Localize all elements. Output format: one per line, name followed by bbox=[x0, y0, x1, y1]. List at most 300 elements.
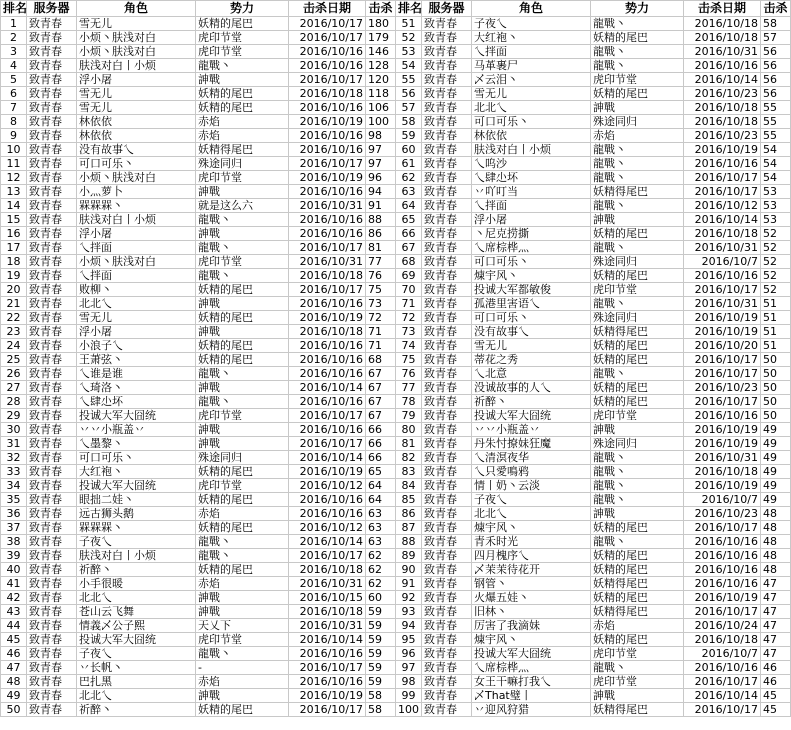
cell-faction[interactable]: 妖精的尾巴 bbox=[591, 269, 684, 283]
cell-kill-date[interactable]: 2016/10/16 bbox=[684, 59, 761, 73]
cell-faction[interactable]: 赤焰 bbox=[196, 129, 289, 143]
cell-rank[interactable]: 32 bbox=[1, 451, 27, 465]
cell-kill-date[interactable]: 2016/10/16 bbox=[684, 577, 761, 591]
cell-role[interactable]: 乀拌面 bbox=[472, 199, 591, 213]
header-role[interactable]: 角色 bbox=[77, 1, 196, 17]
cell-faction[interactable]: 妖精的尾巴 bbox=[591, 549, 684, 563]
cell-server[interactable]: 致青春 bbox=[422, 479, 472, 493]
cell-rank[interactable]: 93 bbox=[396, 605, 422, 619]
cell-server[interactable]: 致青春 bbox=[422, 675, 472, 689]
cell-rank[interactable]: 37 bbox=[1, 521, 27, 535]
cell-server[interactable]: 致青春 bbox=[422, 689, 472, 703]
cell-faction[interactable]: 天乂下 bbox=[196, 619, 289, 633]
cell-role[interactable]: 情義乄公子熙 bbox=[77, 619, 196, 633]
cell-server[interactable]: 致青春 bbox=[422, 143, 472, 157]
cell-kill-date[interactable]: 2016/10/17 bbox=[684, 283, 761, 297]
cell-role[interactable]: 孤港里害语乀 bbox=[472, 297, 591, 311]
cell-faction[interactable]: 虎印节堂 bbox=[591, 647, 684, 661]
cell-kills[interactable]: 59 bbox=[366, 605, 396, 619]
cell-rank[interactable]: 51 bbox=[396, 17, 422, 31]
cell-role[interactable]: 乀只愛鳴鸦 bbox=[472, 465, 591, 479]
cell-role[interactable]: 北北乀 bbox=[77, 689, 196, 703]
cell-kills[interactable]: 50 bbox=[761, 353, 791, 367]
cell-kills[interactable]: 57 bbox=[761, 31, 791, 45]
cell-rank[interactable]: 46 bbox=[1, 647, 27, 661]
cell-kill-date[interactable]: 2016/10/7 bbox=[684, 493, 761, 507]
cell-server[interactable]: 致青春 bbox=[27, 31, 77, 45]
cell-rank[interactable]: 63 bbox=[396, 185, 422, 199]
cell-server[interactable]: 致青春 bbox=[422, 241, 472, 255]
cell-faction[interactable]: 赤焰 bbox=[591, 619, 684, 633]
cell-faction[interactable]: 訷戰 bbox=[591, 423, 684, 437]
cell-rank[interactable]: 35 bbox=[1, 493, 27, 507]
cell-kills[interactable]: 51 bbox=[761, 311, 791, 325]
cell-kill-date[interactable]: 2016/10/17 bbox=[289, 661, 366, 675]
cell-kills[interactable]: 56 bbox=[761, 73, 791, 87]
cell-role[interactable]: 肤浅对白丨小烦 bbox=[77, 549, 196, 563]
cell-kills[interactable]: 88 bbox=[366, 213, 396, 227]
cell-role[interactable]: 子夜乀 bbox=[77, 647, 196, 661]
cell-kill-date[interactable]: 2016/10/16 bbox=[684, 535, 761, 549]
cell-kills[interactable]: 49 bbox=[761, 423, 791, 437]
cell-role[interactable]: 乀谁是谁 bbox=[77, 367, 196, 381]
cell-kill-date[interactable]: 2016/10/31 bbox=[289, 199, 366, 213]
cell-rank[interactable]: 97 bbox=[396, 661, 422, 675]
cell-kills[interactable]: 67 bbox=[366, 367, 396, 381]
cell-kills[interactable]: 81 bbox=[366, 241, 396, 255]
cell-kill-date[interactable]: 2016/10/16 bbox=[289, 367, 366, 381]
cell-role[interactable]: 可口可乐丶 bbox=[77, 451, 196, 465]
cell-rank[interactable]: 88 bbox=[396, 535, 422, 549]
cell-kill-date[interactable]: 2016/10/16 bbox=[289, 423, 366, 437]
cell-rank[interactable]: 98 bbox=[396, 675, 422, 689]
cell-role[interactable]: 丷迎风狩猎 bbox=[472, 703, 591, 717]
cell-faction[interactable]: 虎印节堂 bbox=[196, 633, 289, 647]
cell-rank[interactable]: 1 bbox=[1, 17, 27, 31]
cell-kill-date[interactable]: 2016/10/18 bbox=[289, 325, 366, 339]
cell-rank[interactable]: 68 bbox=[396, 255, 422, 269]
cell-rank[interactable]: 55 bbox=[396, 73, 422, 87]
cell-server[interactable]: 致青春 bbox=[422, 297, 472, 311]
cell-role[interactable]: 小烦丶肤浅对白 bbox=[77, 171, 196, 185]
cell-rank[interactable]: 45 bbox=[1, 633, 27, 647]
cell-faction[interactable]: 妖精得尾巴 bbox=[591, 577, 684, 591]
cell-server[interactable]: 致青春 bbox=[27, 423, 77, 437]
cell-faction[interactable]: 虎印节堂 bbox=[591, 409, 684, 423]
cell-kills[interactable]: 51 bbox=[761, 297, 791, 311]
cell-kills[interactable]: 58 bbox=[366, 703, 396, 717]
cell-faction[interactable]: 赤焰 bbox=[591, 129, 684, 143]
cell-role[interactable]: 没诚故事的人乀 bbox=[472, 381, 591, 395]
cell-faction[interactable]: 訷戰 bbox=[196, 325, 289, 339]
cell-rank[interactable]: 81 bbox=[396, 437, 422, 451]
cell-kill-date[interactable]: 2016/10/17 bbox=[684, 367, 761, 381]
cell-kill-date[interactable]: 2016/10/17 bbox=[684, 521, 761, 535]
cell-rank[interactable]: 4 bbox=[1, 59, 27, 73]
cell-rank[interactable]: 62 bbox=[396, 171, 422, 185]
cell-kills[interactable]: 47 bbox=[761, 605, 791, 619]
cell-faction[interactable]: 妖精的尾巴 bbox=[591, 381, 684, 395]
cell-kill-date[interactable]: 2016/10/16 bbox=[289, 353, 366, 367]
cell-kill-date[interactable]: 2016/10/16 bbox=[684, 563, 761, 577]
cell-server[interactable]: 致青春 bbox=[27, 185, 77, 199]
cell-rank[interactable]: 17 bbox=[1, 241, 27, 255]
cell-rank[interactable]: 96 bbox=[396, 647, 422, 661]
cell-server[interactable]: 致青春 bbox=[27, 255, 77, 269]
cell-role[interactable]: 旧林丶 bbox=[472, 605, 591, 619]
cell-kill-date[interactable]: 2016/10/16 bbox=[684, 269, 761, 283]
cell-rank[interactable]: 27 bbox=[1, 381, 27, 395]
cell-kills[interactable]: 58 bbox=[761, 17, 791, 31]
cell-kills[interactable]: 52 bbox=[761, 255, 791, 269]
cell-role[interactable]: 投诚大军大囧统 bbox=[472, 409, 591, 423]
cell-kill-date[interactable]: 2016/10/19 bbox=[684, 591, 761, 605]
cell-role[interactable]: 林依依 bbox=[472, 129, 591, 143]
cell-rank[interactable]: 22 bbox=[1, 311, 27, 325]
cell-kill-date[interactable]: 2016/10/14 bbox=[684, 73, 761, 87]
cell-faction[interactable]: 龍戰丶 bbox=[196, 395, 289, 409]
cell-faction[interactable]: 妖精得尾巴 bbox=[591, 605, 684, 619]
cell-faction[interactable]: 殊途同归 bbox=[591, 115, 684, 129]
cell-kill-date[interactable]: 2016/10/17 bbox=[684, 353, 761, 367]
cell-faction[interactable]: 龍戰丶 bbox=[591, 661, 684, 675]
cell-server[interactable]: 致青春 bbox=[27, 479, 77, 493]
cell-kills[interactable]: 55 bbox=[761, 129, 791, 143]
cell-rank[interactable]: 49 bbox=[1, 689, 27, 703]
cell-rank[interactable]: 20 bbox=[1, 283, 27, 297]
cell-role[interactable]: 投诚大军都敏俊 bbox=[472, 283, 591, 297]
cell-rank[interactable]: 85 bbox=[396, 493, 422, 507]
cell-rank[interactable]: 59 bbox=[396, 129, 422, 143]
cell-faction[interactable]: 妖精的尾巴 bbox=[591, 633, 684, 647]
cell-server[interactable]: 致青春 bbox=[27, 297, 77, 311]
cell-kill-date[interactable]: 2016/10/17 bbox=[289, 409, 366, 423]
cell-server[interactable]: 致青春 bbox=[27, 549, 77, 563]
cell-kills[interactable]: 46 bbox=[761, 675, 791, 689]
cell-kills[interactable]: 91 bbox=[366, 199, 396, 213]
cell-server[interactable]: 致青春 bbox=[27, 269, 77, 283]
cell-kill-date[interactable]: 2016/10/14 bbox=[289, 381, 366, 395]
cell-kills[interactable]: 48 bbox=[761, 563, 791, 577]
cell-rank[interactable]: 42 bbox=[1, 591, 27, 605]
cell-server[interactable]: 致青春 bbox=[27, 507, 77, 521]
cell-role[interactable]: 雪无儿 bbox=[77, 17, 196, 31]
cell-server[interactable]: 致青春 bbox=[422, 549, 472, 563]
cell-kill-date[interactable]: 2016/10/19 bbox=[289, 171, 366, 185]
cell-kill-date[interactable]: 2016/10/31 bbox=[289, 255, 366, 269]
cell-kill-date[interactable]: 2016/10/18 bbox=[684, 31, 761, 45]
cell-rank[interactable]: 3 bbox=[1, 45, 27, 59]
cell-rank[interactable]: 15 bbox=[1, 213, 27, 227]
cell-role[interactable]: 巴扎黑 bbox=[77, 675, 196, 689]
cell-faction[interactable]: 訷戰 bbox=[591, 689, 684, 703]
cell-kills[interactable]: 52 bbox=[761, 283, 791, 297]
cell-kill-date[interactable]: 2016/10/16 bbox=[289, 675, 366, 689]
cell-kill-date[interactable]: 2016/10/14 bbox=[684, 213, 761, 227]
cell-faction[interactable]: 龍戰丶 bbox=[591, 17, 684, 31]
header-server[interactable]: 服务器 bbox=[422, 1, 472, 17]
cell-kills[interactable]: 71 bbox=[366, 339, 396, 353]
cell-kills[interactable]: 47 bbox=[761, 633, 791, 647]
cell-kill-date[interactable]: 2016/10/18 bbox=[289, 563, 366, 577]
cell-server[interactable]: 致青春 bbox=[27, 143, 77, 157]
cell-role[interactable]: 投诚大军大囧统 bbox=[472, 647, 591, 661]
cell-rank[interactable]: 76 bbox=[396, 367, 422, 381]
cell-kills[interactable]: 54 bbox=[761, 143, 791, 157]
cell-rank[interactable]: 7 bbox=[1, 101, 27, 115]
cell-kills[interactable]: 65 bbox=[366, 465, 396, 479]
cell-rank[interactable]: 73 bbox=[396, 325, 422, 339]
cell-server[interactable]: 致青春 bbox=[422, 255, 472, 269]
cell-server[interactable]: 致青春 bbox=[27, 409, 77, 423]
cell-faction[interactable]: - bbox=[196, 661, 289, 675]
cell-faction[interactable]: 訷戰 bbox=[591, 213, 684, 227]
cell-server[interactable]: 致青春 bbox=[27, 661, 77, 675]
cell-kills[interactable]: 50 bbox=[761, 381, 791, 395]
cell-kills[interactable]: 50 bbox=[761, 367, 791, 381]
cell-kill-date[interactable]: 2016/10/18 bbox=[289, 269, 366, 283]
cell-kills[interactable]: 52 bbox=[761, 269, 791, 283]
cell-kill-date[interactable]: 2016/10/18 bbox=[684, 17, 761, 31]
cell-server[interactable]: 致青春 bbox=[422, 73, 472, 87]
cell-role[interactable]: 投诚大军大囧统 bbox=[77, 409, 196, 423]
cell-kill-date[interactable]: 2016/10/18 bbox=[684, 465, 761, 479]
cell-kill-date[interactable]: 2016/10/12 bbox=[289, 479, 366, 493]
cell-kills[interactable]: 94 bbox=[366, 185, 396, 199]
cell-role[interactable]: 北北乀 bbox=[472, 101, 591, 115]
cell-server[interactable]: 致青春 bbox=[422, 465, 472, 479]
cell-kills[interactable]: 63 bbox=[366, 521, 396, 535]
cell-kills[interactable]: 75 bbox=[366, 283, 396, 297]
cell-kills[interactable]: 96 bbox=[366, 171, 396, 185]
cell-role[interactable]: 祈醉丶 bbox=[77, 563, 196, 577]
cell-faction[interactable]: 訷戰 bbox=[591, 101, 684, 115]
cell-faction[interactable]: 龍戰丶 bbox=[591, 535, 684, 549]
cell-faction[interactable]: 龍戰丶 bbox=[591, 171, 684, 185]
cell-role[interactable]: 子夜乀 bbox=[472, 493, 591, 507]
cell-rank[interactable]: 61 bbox=[396, 157, 422, 171]
cell-rank[interactable]: 39 bbox=[1, 549, 27, 563]
cell-server[interactable]: 致青春 bbox=[422, 507, 472, 521]
cell-server[interactable]: 致青春 bbox=[422, 325, 472, 339]
cell-server[interactable]: 致青春 bbox=[27, 171, 77, 185]
cell-kills[interactable]: 86 bbox=[366, 227, 396, 241]
cell-server[interactable]: 致青春 bbox=[27, 241, 77, 255]
cell-role[interactable]: 没有故事乀 bbox=[77, 143, 196, 157]
cell-faction[interactable]: 妖精的尾巴 bbox=[196, 493, 289, 507]
header-kill-date[interactable]: 击杀日期 bbox=[684, 1, 761, 17]
cell-faction[interactable]: 虎印节堂 bbox=[196, 479, 289, 493]
cell-rank[interactable]: 86 bbox=[396, 507, 422, 521]
cell-faction[interactable]: 妖精的尾巴 bbox=[591, 353, 684, 367]
cell-faction[interactable]: 妖精的尾巴 bbox=[196, 465, 289, 479]
cell-kills[interactable]: 67 bbox=[366, 409, 396, 423]
cell-rank[interactable]: 72 bbox=[396, 311, 422, 325]
cell-kills[interactable]: 59 bbox=[366, 619, 396, 633]
cell-role[interactable]: 大红袍丶 bbox=[472, 31, 591, 45]
cell-rank[interactable]: 100 bbox=[396, 703, 422, 717]
cell-server[interactable]: 致青春 bbox=[27, 283, 77, 297]
cell-role[interactable]: 乀肆尐坏 bbox=[472, 171, 591, 185]
cell-role[interactable]: 乀琦洛丶 bbox=[77, 381, 196, 395]
header-faction[interactable]: 势力 bbox=[196, 1, 289, 17]
cell-faction[interactable]: 赤焰 bbox=[196, 577, 289, 591]
cell-server[interactable]: 致青春 bbox=[422, 521, 472, 535]
cell-kill-date[interactable]: 2016/10/31 bbox=[289, 619, 366, 633]
cell-faction[interactable]: 龍戰丶 bbox=[591, 493, 684, 507]
cell-role[interactable]: 北北乀 bbox=[77, 591, 196, 605]
cell-role[interactable]: 大红袍丶 bbox=[77, 465, 196, 479]
cell-kills[interactable]: 58 bbox=[366, 689, 396, 703]
cell-faction[interactable]: 妖精得尾巴 bbox=[196, 143, 289, 157]
cell-faction[interactable]: 妖精的尾巴 bbox=[196, 353, 289, 367]
cell-role[interactable]: 小烦丶肤浅对白 bbox=[77, 255, 196, 269]
cell-role[interactable]: 煉宇风丶 bbox=[472, 269, 591, 283]
cell-rank[interactable]: 13 bbox=[1, 185, 27, 199]
cell-kill-date[interactable]: 2016/10/14 bbox=[684, 689, 761, 703]
cell-kills[interactable]: 118 bbox=[366, 87, 396, 101]
cell-server[interactable]: 致青春 bbox=[27, 633, 77, 647]
cell-rank[interactable]: 90 bbox=[396, 563, 422, 577]
cell-kill-date[interactable]: 2016/10/17 bbox=[289, 73, 366, 87]
cell-kill-date[interactable]: 2016/10/17 bbox=[684, 703, 761, 717]
cell-role[interactable]: 祈醉丶 bbox=[77, 703, 196, 717]
cell-rank[interactable]: 77 bbox=[396, 381, 422, 395]
cell-rank[interactable]: 29 bbox=[1, 409, 27, 423]
cell-rank[interactable]: 80 bbox=[396, 423, 422, 437]
cell-faction[interactable]: 訷戰 bbox=[196, 297, 289, 311]
cell-kills[interactable]: 56 bbox=[761, 87, 791, 101]
cell-kill-date[interactable]: 2016/10/16 bbox=[289, 297, 366, 311]
cell-kill-date[interactable]: 2016/10/14 bbox=[289, 451, 366, 465]
cell-server[interactable]: 致青春 bbox=[422, 451, 472, 465]
cell-kills[interactable]: 62 bbox=[366, 549, 396, 563]
cell-server[interactable]: 致青春 bbox=[422, 591, 472, 605]
cell-kills[interactable]: 45 bbox=[761, 703, 791, 717]
cell-kills[interactable]: 47 bbox=[761, 647, 791, 661]
cell-kill-date[interactable]: 2016/10/17 bbox=[289, 549, 366, 563]
cell-faction[interactable]: 赤焰 bbox=[196, 507, 289, 521]
cell-role[interactable]: 小手很暖 bbox=[77, 577, 196, 591]
header-kills[interactable]: 击杀 bbox=[761, 1, 791, 17]
cell-rank[interactable]: 14 bbox=[1, 199, 27, 213]
cell-server[interactable]: 致青春 bbox=[422, 171, 472, 185]
cell-role[interactable]: 槑槑槑丶 bbox=[77, 199, 196, 213]
cell-faction[interactable]: 虎印节堂 bbox=[591, 283, 684, 297]
cell-faction[interactable]: 虎印节堂 bbox=[196, 255, 289, 269]
cell-kill-date[interactable]: 2016/10/31 bbox=[684, 45, 761, 59]
cell-rank[interactable]: 6 bbox=[1, 87, 27, 101]
cell-kill-date[interactable]: 2016/10/19 bbox=[289, 465, 366, 479]
cell-faction[interactable]: 就是这么六 bbox=[196, 199, 289, 213]
cell-server[interactable]: 致青春 bbox=[422, 115, 472, 129]
cell-server[interactable]: 致青春 bbox=[27, 577, 77, 591]
cell-role[interactable]: 丷吖叮当 bbox=[472, 185, 591, 199]
cell-kills[interactable]: 73 bbox=[366, 297, 396, 311]
cell-rank[interactable]: 16 bbox=[1, 227, 27, 241]
cell-server[interactable]: 致青春 bbox=[27, 339, 77, 353]
cell-server[interactable]: 致青春 bbox=[27, 395, 77, 409]
cell-rank[interactable]: 58 bbox=[396, 115, 422, 129]
cell-kill-date[interactable]: 2016/10/17 bbox=[289, 157, 366, 171]
cell-role[interactable]: 小烦丶肤浅对白 bbox=[77, 31, 196, 45]
cell-kills[interactable]: 97 bbox=[366, 157, 396, 171]
cell-rank[interactable]: 75 bbox=[396, 353, 422, 367]
cell-rank[interactable]: 43 bbox=[1, 605, 27, 619]
cell-role[interactable]: 远古狮头鹅 bbox=[77, 507, 196, 521]
cell-rank[interactable]: 10 bbox=[1, 143, 27, 157]
cell-kill-date[interactable]: 2016/10/19 bbox=[684, 437, 761, 451]
cell-kills[interactable]: 77 bbox=[366, 255, 396, 269]
cell-server[interactable]: 致青春 bbox=[27, 45, 77, 59]
cell-kill-date[interactable]: 2016/10/16 bbox=[289, 185, 366, 199]
cell-role[interactable]: 可口可乐丶 bbox=[77, 157, 196, 171]
cell-role[interactable]: 投诚大军大囧统 bbox=[77, 633, 196, 647]
cell-role[interactable]: 可口可乐丶 bbox=[472, 255, 591, 269]
cell-faction[interactable]: 訷戰 bbox=[196, 381, 289, 395]
cell-server[interactable]: 致青春 bbox=[27, 59, 77, 73]
cell-server[interactable]: 致青春 bbox=[27, 493, 77, 507]
cell-role[interactable]: 青禾时光 bbox=[472, 535, 591, 549]
cell-faction[interactable]: 妖精的尾巴 bbox=[591, 339, 684, 353]
cell-rank[interactable]: 83 bbox=[396, 465, 422, 479]
cell-faction[interactable]: 龍戰丶 bbox=[196, 367, 289, 381]
cell-faction[interactable]: 妖精的尾巴 bbox=[196, 283, 289, 297]
cell-role[interactable]: 乀北意 bbox=[472, 367, 591, 381]
cell-faction[interactable]: 龍戰丶 bbox=[196, 535, 289, 549]
cell-kill-date[interactable]: 2016/10/16 bbox=[684, 409, 761, 423]
cell-rank[interactable]: 41 bbox=[1, 577, 27, 591]
cell-role[interactable]: 蒂花之秀 bbox=[472, 353, 591, 367]
cell-kills[interactable]: 63 bbox=[366, 507, 396, 521]
cell-rank[interactable]: 64 bbox=[396, 199, 422, 213]
cell-kill-date[interactable]: 2016/10/12 bbox=[289, 521, 366, 535]
cell-rank[interactable]: 38 bbox=[1, 535, 27, 549]
cell-server[interactable]: 致青春 bbox=[27, 521, 77, 535]
cell-faction[interactable]: 赤焰 bbox=[196, 115, 289, 129]
cell-kills[interactable]: 120 bbox=[366, 73, 396, 87]
cell-server[interactable]: 致青春 bbox=[422, 619, 472, 633]
cell-role[interactable]: 北北乀 bbox=[472, 507, 591, 521]
cell-kill-date[interactable]: 2016/10/14 bbox=[289, 535, 366, 549]
cell-kill-date[interactable]: 2016/10/19 bbox=[684, 423, 761, 437]
cell-faction[interactable]: 龍戰丶 bbox=[196, 549, 289, 563]
cell-rank[interactable]: 74 bbox=[396, 339, 422, 353]
header-rank[interactable]: 排名 bbox=[1, 1, 27, 17]
header-role[interactable]: 角色 bbox=[472, 1, 591, 17]
cell-server[interactable]: 致青春 bbox=[27, 115, 77, 129]
cell-server[interactable]: 致青春 bbox=[422, 269, 472, 283]
cell-faction[interactable]: 龍戰丶 bbox=[591, 367, 684, 381]
cell-role[interactable]: 乀拌面 bbox=[77, 241, 196, 255]
cell-faction[interactable]: 訷戰 bbox=[196, 185, 289, 199]
cell-kill-date[interactable]: 2016/10/12 bbox=[684, 199, 761, 213]
cell-role[interactable]: 浮小屠 bbox=[472, 213, 591, 227]
cell-rank[interactable]: 19 bbox=[1, 269, 27, 283]
cell-faction[interactable]: 妖精的尾巴 bbox=[196, 101, 289, 115]
cell-role[interactable]: 丶尼克捞撕 bbox=[472, 227, 591, 241]
cell-faction[interactable]: 龍戰丶 bbox=[196, 213, 289, 227]
cell-kills[interactable]: 49 bbox=[761, 493, 791, 507]
cell-faction[interactable]: 龍戰丶 bbox=[591, 451, 684, 465]
cell-kills[interactable]: 52 bbox=[761, 241, 791, 255]
cell-role[interactable]: 浮小屠 bbox=[77, 73, 196, 87]
cell-role[interactable]: 雪无儿 bbox=[77, 101, 196, 115]
cell-kills[interactable]: 48 bbox=[761, 521, 791, 535]
cell-faction[interactable]: 龍戰丶 bbox=[591, 45, 684, 59]
cell-rank[interactable]: 69 bbox=[396, 269, 422, 283]
cell-kill-date[interactable]: 2016/10/31 bbox=[684, 451, 761, 465]
